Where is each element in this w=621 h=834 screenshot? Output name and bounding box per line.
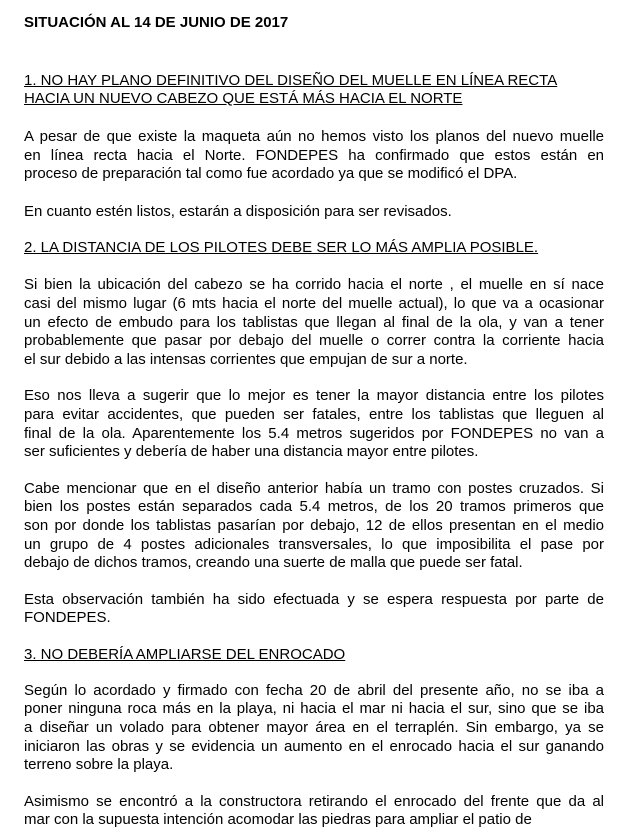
text-line: final de la ola. Aparentemente los 5.4 metros sugeridos por FONDEPES no van a — [24, 424, 604, 442]
section-1-paragraph-2 — [24, 203, 604, 222]
text-line: el sur debido a las intensas corrientes que empujan de sur a norte. — [24, 350, 468, 368]
section-2-paragraph-4 — [24, 591, 604, 628]
text-line: mar con la supuesta intención acomodar las piedras para ampliar el patio de — [24, 811, 532, 829]
text-line: en línea recta hacia el Norte. FONDEPES ha confirmado que estos están en — [24, 146, 604, 164]
heading-line: HACIA UN NUEVO CABEZO QUE ESTÁ MÁS HACIA EL NORTE — [24, 90, 463, 107]
heading-line: 3. NO DEBERÍA AMPLIARSE DEL ENROCADO — [24, 645, 346, 663]
text-line: Cabe mencionar que en el diseño anterior había un tramo con postes cruzados. Si — [24, 479, 604, 497]
text-line: FONDEPES. — [24, 609, 111, 627]
section-2-heading — [24, 239, 604, 257]
text-line: un efecto de embudo para los tablistas que llegan al final de la ola, y van a tener — [24, 313, 604, 331]
text-line: Si bien la ubicación del cabezo se ha corrido hacia el norte , el muelle en sí nace — [24, 276, 604, 294]
heading-line: 2. LA DISTANCIA DE LOS PILOTES DEBE SER LO MÁS AMPLIA POSIBLE. — [24, 239, 539, 257]
section-1-paragraph-1 — [24, 128, 604, 184]
text-line: bien los postes están separados cada 5.4 metros, de los 20 tramos primeros que — [24, 498, 604, 516]
section-3-paragraph-2 — [24, 793, 604, 830]
document-title: SITUACIÓN AL 14 DE JUNIO DE 2017 — [24, 14, 289, 31]
text-line: Eso nos lleva a sugerir que lo mejor es tener la mayor distancia entre los pilotes — [24, 387, 604, 405]
text-line: A pesar de que existe la maqueta aún no hemos visto los planos del nuevo muelle — [24, 128, 604, 145]
section-2-paragraph-1 — [24, 276, 604, 369]
section-3-heading — [24, 646, 604, 664]
text-line: ser suficientes y debería de haber una distancia mayor entre pilotes. — [24, 443, 479, 461]
text-line: a diseñar un volado para obtener mayor área en el terraplén. Sin embargo, ya se — [24, 719, 604, 737]
text-line: poner ninguna roca más en la playa, ni hacia el mar ni hacia el sur, sino que se iba — [24, 700, 604, 718]
text-line: debajo de dichos tramos, creando una suerte de malla que puede ser fatal. — [24, 554, 523, 572]
heading-line: 1. NO HAY PLANO DEFINITIVO DEL DISEÑO DEL MUELLE EN LÍNEA RECTA — [24, 72, 558, 89]
section-2-paragraph-2 — [24, 387, 604, 461]
section-1-heading — [24, 72, 604, 108]
text-line: para evitar accidentes, que pueden ser fatales, entre los tablistas que lleguen al — [24, 405, 604, 423]
section-2-paragraph-3 — [24, 480, 604, 573]
text-line: Asimismo se encontró a la constructora retirando el enrocado del frente que da al — [24, 792, 604, 810]
text-line: son por donde los tablistas pasarían por debajo, 12 de ellos presentan en el medio — [24, 516, 604, 534]
text-line: En cuanto estén listos, estarán a disposición para ser revisados. — [24, 202, 452, 220]
text-line: Según lo acordado y firmado con fecha 20 de abril del presente año, no se iba a — [24, 681, 604, 699]
text-line: Esta observación también ha sido efectuada y se espera respuesta por parte de — [24, 590, 604, 608]
text-line: un grupo de 4 postes adicionales transversales, lo que imposibilita el pase por — [24, 535, 604, 553]
text-line: probablemente que pasar por debajo del muelle o correr contra la corriente hacia — [24, 332, 604, 350]
text-line: iniciaron las obras y se evidencia un aumento en el enrocado hacia el sur ganando — [24, 737, 604, 755]
text-line: casi del mismo lugar (6 mts hacia el norte del muelle actual), lo que va a ocasionar — [24, 294, 604, 312]
section-3-paragraph-1 — [24, 682, 604, 775]
text-line: terreno sobre la playa. — [24, 756, 174, 774]
document-page — [24, 14, 604, 830]
text-line: proceso de preparación tal como fue acordado ya que se modificó el DPA. — [24, 165, 518, 183]
